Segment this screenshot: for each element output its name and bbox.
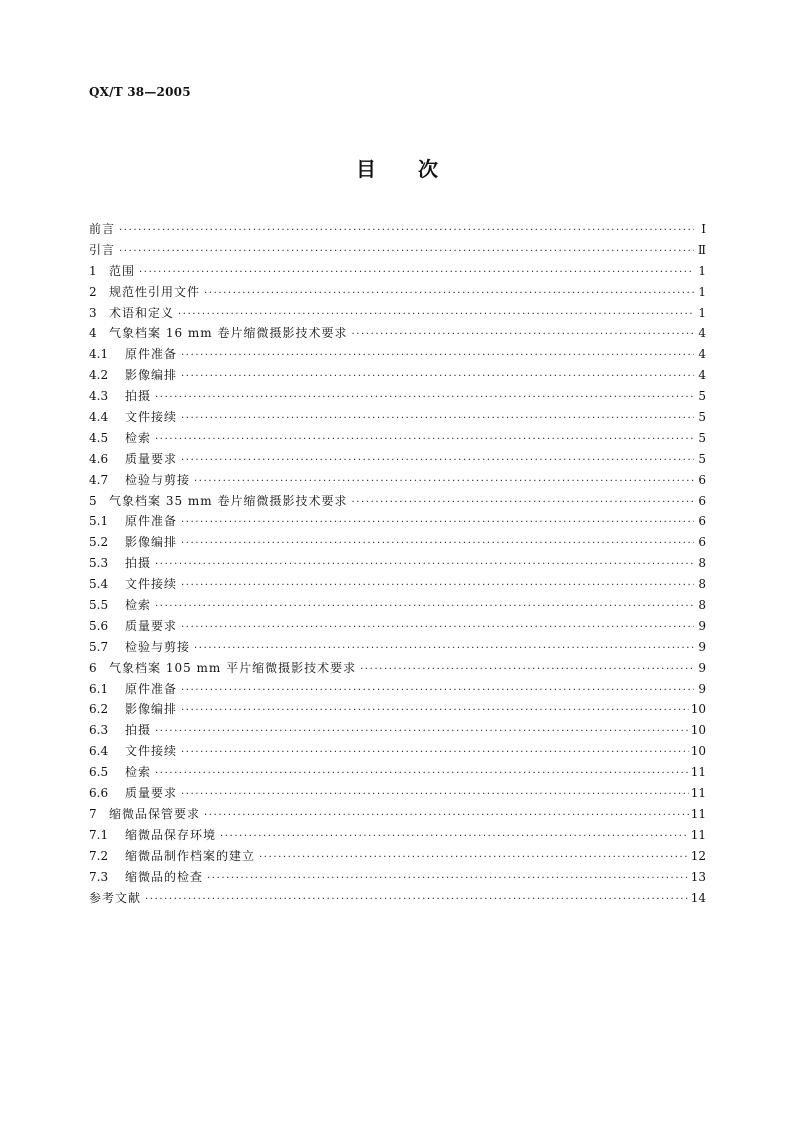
toc-dot-leader xyxy=(220,827,689,848)
table-of-contents xyxy=(89,219,706,908)
toc-entry-number: 7 xyxy=(89,806,97,821)
toc-dot-leader xyxy=(155,764,689,785)
toc-dot-leader xyxy=(139,263,694,284)
toc-entry-page: 4 xyxy=(698,326,706,341)
toc-entry-number: 6.6 xyxy=(89,786,109,801)
toc-entry-title: 缩微品的检查 xyxy=(125,869,204,884)
toc-entry-page: 12 xyxy=(690,848,706,863)
toc-dot-leader xyxy=(259,848,689,869)
toc-entry-title: 缩微品保管要求 xyxy=(109,806,201,821)
toc-entry-page: 6 xyxy=(698,493,706,508)
toc-entry-title: 文件接续 xyxy=(125,410,178,425)
toc-entry[interactable] xyxy=(89,762,706,783)
toc-entry-title: 气象档案 35 mm 卷片缩微摄影技术要求 xyxy=(109,493,348,508)
toc-entry[interactable] xyxy=(89,595,706,616)
toc-entry-page: 14 xyxy=(690,890,706,905)
page-title: 目次 xyxy=(356,157,480,181)
toc-entry[interactable] xyxy=(89,867,706,888)
toc-entry-number: 6.5 xyxy=(89,765,109,780)
toc-entry[interactable] xyxy=(89,261,706,282)
toc-dot-leader xyxy=(155,597,694,618)
toc-entry-page: 4 xyxy=(698,368,706,383)
toc-entry[interactable] xyxy=(89,449,706,470)
toc-entry-title: 规范性引用文件 xyxy=(109,284,201,299)
toc-dot-leader xyxy=(181,681,694,702)
toc-entry-title: 质量要求 xyxy=(125,618,178,633)
toc-entry-page: 11 xyxy=(690,827,706,842)
toc-entry-page: 11 xyxy=(690,806,706,821)
toc-entry-title: 检验与剪接 xyxy=(125,472,191,487)
toc-dot-leader xyxy=(119,242,694,263)
toc-entry-number: 5.5 xyxy=(89,598,109,613)
toc-entry-number: 4.7 xyxy=(89,472,109,487)
toc-entry-title: 文件接续 xyxy=(125,744,178,759)
toc-entry[interactable] xyxy=(89,386,706,407)
toc-entry-page: 8 xyxy=(698,577,706,592)
toc-dot-leader xyxy=(204,806,689,827)
toc-entry[interactable] xyxy=(89,282,706,303)
toc-dot-leader xyxy=(155,388,694,409)
toc-entry-title: 缩微品制作档案的建立 xyxy=(125,848,256,863)
toc-entry-title: 参考文献 xyxy=(89,890,142,905)
toc-entry-page: 10 xyxy=(690,702,706,717)
toc-dot-leader xyxy=(181,701,689,722)
toc-entry[interactable] xyxy=(89,825,706,846)
toc-entry-title: 气象档案 105 mm 平片缩微摄影技术要求 xyxy=(109,660,357,675)
toc-entry-page: 8 xyxy=(698,598,706,613)
toc-entry-page: 11 xyxy=(690,786,706,801)
toc-entry-number: 7.2 xyxy=(89,848,109,863)
toc-entry-title: 文件接续 xyxy=(125,577,178,592)
toc-entry-title: 质量要求 xyxy=(125,786,178,801)
document-code: QX/T 38—2005 xyxy=(89,85,191,99)
toc-entry[interactable] xyxy=(89,783,706,804)
toc-dot-leader xyxy=(181,534,694,555)
toc-dot-leader xyxy=(181,367,694,388)
toc-entry-number: 1 xyxy=(89,263,97,278)
toc-entry-title: 术语和定义 xyxy=(109,305,175,320)
toc-entry-number: 5.3 xyxy=(89,556,109,571)
toc-entry-number: 6 xyxy=(89,660,97,675)
toc-entry-page: 6 xyxy=(698,514,706,529)
toc-entry-page: 1 xyxy=(698,305,706,320)
toc-entry-page: 6 xyxy=(698,472,706,487)
toc-entry[interactable] xyxy=(89,888,706,909)
toc-entry-title: 缩微品保存环境 xyxy=(125,827,217,842)
toc-entry-page: 9 xyxy=(698,660,706,675)
toc-dot-leader xyxy=(178,305,694,326)
toc-dot-leader xyxy=(207,869,689,890)
toc-entry-number: 5.7 xyxy=(89,639,109,654)
toc-entry-title: 原件准备 xyxy=(125,514,178,529)
toc-entry-page: 13 xyxy=(690,869,706,884)
toc-entry-title: 气象档案 16 mm 卷片缩微摄影技术要求 xyxy=(109,326,348,341)
toc-entry[interactable] xyxy=(89,553,706,574)
toc-entry-page: 1 xyxy=(698,263,706,278)
toc-entry-number: 6.3 xyxy=(89,723,109,738)
toc-dot-leader xyxy=(181,618,694,639)
toc-entry-title: 检验与剪接 xyxy=(125,639,191,654)
toc-dot-leader xyxy=(181,451,694,472)
toc-dot-leader xyxy=(181,576,694,597)
toc-dot-leader xyxy=(181,409,694,430)
toc-entry-page: 9 xyxy=(698,618,706,633)
toc-entry-page: 4 xyxy=(698,347,706,362)
toc-entry-title: 前言 xyxy=(89,222,116,236)
toc-entry[interactable] xyxy=(89,699,706,720)
toc-dot-leader xyxy=(155,555,694,576)
toc-entry[interactable] xyxy=(89,511,706,532)
toc-entry[interactable] xyxy=(89,240,706,261)
toc-entry-page: 5 xyxy=(698,410,706,425)
toc-entry[interactable] xyxy=(89,720,706,741)
toc-entry-page: 5 xyxy=(698,430,706,445)
toc-entry[interactable] xyxy=(89,741,706,762)
toc-entry[interactable] xyxy=(89,344,706,365)
toc-entry-number: 4.3 xyxy=(89,389,109,404)
toc-entry-page: 5 xyxy=(698,451,706,466)
toc-entry[interactable] xyxy=(89,428,706,449)
toc-dot-leader xyxy=(351,493,694,514)
toc-dot-leader xyxy=(181,346,694,367)
toc-entry[interactable] xyxy=(89,470,706,491)
toc-entry[interactable] xyxy=(89,491,706,512)
toc-entry[interactable] xyxy=(89,616,706,637)
toc-entry-page: Ⅰ xyxy=(701,222,706,236)
toc-entry-number: 5 xyxy=(89,493,97,508)
toc-dot-leader xyxy=(194,639,694,660)
toc-entry[interactable] xyxy=(89,365,706,386)
toc-entry-page: 10 xyxy=(690,744,706,759)
toc-entry-page: 8 xyxy=(698,556,706,571)
toc-dot-leader xyxy=(194,472,694,493)
toc-entry-title: 检索 xyxy=(125,765,152,780)
toc-entry-page: Ⅱ xyxy=(697,242,706,257)
toc-entry-number: 6.2 xyxy=(89,702,109,717)
toc-entry[interactable] xyxy=(89,303,706,324)
toc-entry-title: 影像编排 xyxy=(125,535,178,550)
toc-entry-number: 7.1 xyxy=(89,827,109,842)
toc-dot-leader xyxy=(155,722,689,743)
toc-entry[interactable] xyxy=(89,846,706,867)
toc-entry-number: 4.6 xyxy=(89,451,109,466)
toc-entry-title: 原件准备 xyxy=(125,347,178,362)
toc-entry-number: 4.2 xyxy=(89,368,109,383)
toc-entry[interactable] xyxy=(89,637,706,658)
toc-entry[interactable] xyxy=(89,574,706,595)
toc-dot-leader xyxy=(181,513,694,534)
toc-entry-number: 6.1 xyxy=(89,681,109,696)
toc-entry-title: 引言 xyxy=(89,242,116,257)
toc-entry-number: 4.4 xyxy=(89,410,109,425)
toc-dot-leader xyxy=(181,743,689,764)
toc-dot-leader xyxy=(119,221,694,242)
toc-entry-page: 9 xyxy=(698,681,706,696)
toc-entry-title: 拍摄 xyxy=(125,389,152,404)
toc-dot-leader xyxy=(351,325,694,346)
toc-dot-leader xyxy=(360,660,694,681)
toc-entry[interactable] xyxy=(89,679,706,700)
toc-entry-number: 4.1 xyxy=(89,347,109,362)
toc-entry-number: 2 xyxy=(89,284,97,299)
toc-entry[interactable] xyxy=(89,804,706,825)
toc-dot-leader xyxy=(181,785,689,806)
toc-dot-leader xyxy=(145,890,689,911)
toc-entry-title: 拍摄 xyxy=(125,723,152,738)
toc-entry[interactable] xyxy=(89,532,706,553)
toc-entry-number: 5.2 xyxy=(89,535,109,550)
toc-entry-title: 拍摄 xyxy=(125,556,152,571)
toc-entry-number: 4 xyxy=(89,326,97,341)
toc-dot-leader xyxy=(204,284,694,305)
toc-entry[interactable] xyxy=(89,407,706,428)
toc-dot-leader xyxy=(155,430,694,451)
toc-entry-title: 范围 xyxy=(109,263,136,278)
toc-entry-title: 检索 xyxy=(125,430,152,445)
toc-entry-number: 5.6 xyxy=(89,618,109,633)
toc-entry[interactable] xyxy=(89,219,706,240)
toc-entry-number: 4.5 xyxy=(89,430,109,445)
toc-entry-page: 9 xyxy=(698,639,706,654)
toc-entry-page: 10 xyxy=(690,723,706,738)
toc-entry-page: 6 xyxy=(698,535,706,550)
toc-entry[interactable] xyxy=(89,323,706,344)
toc-entry-page: 5 xyxy=(698,389,706,404)
toc-entry-page: 1 xyxy=(698,284,706,299)
toc-entry-page: 11 xyxy=(690,765,706,780)
toc-entry[interactable] xyxy=(89,658,706,679)
toc-entry-title: 影像编排 xyxy=(125,702,178,717)
toc-entry-title: 质量要求 xyxy=(125,451,178,466)
toc-entry-number: 5.1 xyxy=(89,514,109,529)
toc-entry-title: 原件准备 xyxy=(125,681,178,696)
toc-entry-title: 影像编排 xyxy=(125,368,178,383)
toc-entry-number: 3 xyxy=(89,305,97,320)
toc-entry-number: 6.4 xyxy=(89,744,109,759)
toc-entry-number: 5.4 xyxy=(89,577,109,592)
toc-entry-title: 检索 xyxy=(125,598,152,613)
toc-entry-number: 7.3 xyxy=(89,869,109,884)
